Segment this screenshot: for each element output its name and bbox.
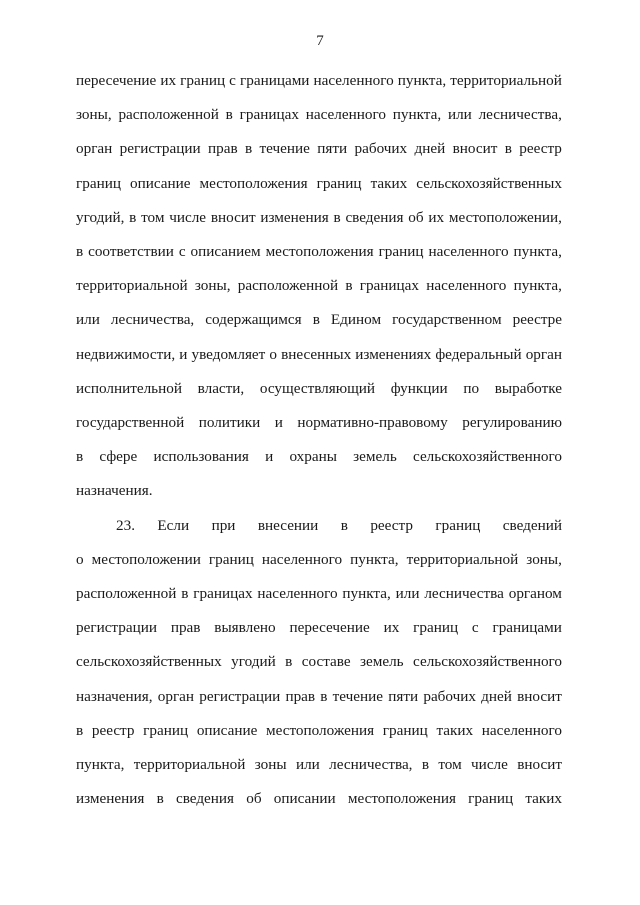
word: течение <box>259 140 310 158</box>
word: реестр <box>370 516 413 534</box>
word: пункта, <box>513 277 562 295</box>
word: пункта, <box>76 756 125 773</box>
word: местоположения <box>199 174 308 192</box>
word: пяти <box>388 687 419 705</box>
word: пересечение <box>76 72 157 89</box>
word: пункта, <box>397 72 447 89</box>
word: федеральный <box>435 345 522 363</box>
word: в <box>333 208 341 226</box>
word: границ <box>143 721 189 739</box>
word: пяти <box>317 140 348 158</box>
word: сельскохозяйственных <box>76 653 222 671</box>
word: Если <box>157 516 190 534</box>
word: границах <box>193 585 253 602</box>
word: или <box>447 106 472 124</box>
word: при <box>211 516 236 534</box>
word: земель <box>353 448 397 466</box>
word: регистрации <box>199 687 281 705</box>
word: земель <box>360 653 404 671</box>
text-line <box>76 275 562 297</box>
text-line <box>76 173 562 195</box>
text-line <box>76 207 562 229</box>
word: изменения <box>76 790 145 808</box>
word: власти, <box>197 379 245 397</box>
word: прав <box>170 619 201 637</box>
word: границ <box>180 72 226 89</box>
word: сельскохозяйственного <box>413 448 562 466</box>
word: сельскохозяйственного <box>413 653 562 671</box>
word: и <box>179 345 188 363</box>
word: зоны, <box>76 106 112 124</box>
word: населенного <box>426 277 507 295</box>
word: пункта, <box>392 106 442 124</box>
word: реестр <box>91 721 135 739</box>
text-line: назначения. <box>76 482 153 500</box>
word: внесении <box>257 516 319 534</box>
word: рабочих <box>354 140 408 158</box>
word: местоположения <box>266 721 375 739</box>
word: пункта, <box>342 585 391 602</box>
page-number: 7 <box>316 33 324 49</box>
word: течение <box>332 687 384 705</box>
word: недвижимости, <box>76 345 176 363</box>
word: описание <box>129 174 191 192</box>
word: сведения <box>175 790 235 808</box>
word: в <box>181 585 189 602</box>
word: государственном <box>392 311 502 329</box>
word: органом <box>508 585 562 602</box>
word: и <box>274 414 283 431</box>
text-line <box>76 754 562 776</box>
word: границ <box>316 174 362 192</box>
word: или <box>76 311 100 329</box>
word: с <box>178 243 186 260</box>
word: содержащимся <box>205 311 302 329</box>
word: вносит <box>210 208 256 226</box>
word: таких <box>436 721 474 739</box>
word: местоположении, <box>448 208 562 226</box>
word: местоположения <box>265 243 374 260</box>
word: том <box>438 756 462 773</box>
word: зоны, <box>526 550 562 568</box>
text-line <box>76 788 562 810</box>
word: зоны, <box>194 277 231 295</box>
text-line <box>76 446 562 468</box>
word: с <box>229 72 236 89</box>
word: лесничества, <box>110 311 195 329</box>
word: об <box>408 208 424 226</box>
word: в <box>76 448 84 466</box>
word: границ <box>468 790 514 808</box>
word: в <box>340 516 348 534</box>
word: о <box>269 345 277 363</box>
word: таких <box>525 790 562 808</box>
word: границами <box>492 619 562 637</box>
word: сведений <box>502 516 562 534</box>
word: об <box>246 790 262 808</box>
word: или <box>295 756 320 773</box>
word: пункта, <box>350 550 399 568</box>
word: границ <box>382 721 428 739</box>
word: осуществляющий <box>259 379 376 397</box>
word: в <box>76 243 84 260</box>
word: составе <box>301 653 351 671</box>
word: угодий, <box>76 208 125 226</box>
word: расположенной <box>76 585 177 602</box>
text-line <box>76 241 562 263</box>
word: их <box>428 208 445 226</box>
word: описании <box>273 790 336 808</box>
word: границ <box>208 550 254 568</box>
word: дней <box>481 687 512 705</box>
word: внесенных <box>281 345 352 363</box>
word: лесничества, <box>478 106 562 124</box>
word: в <box>129 208 137 226</box>
word: изменения <box>260 208 329 226</box>
word: их <box>383 619 400 637</box>
word: выявлено <box>214 619 276 637</box>
word: территориальной <box>406 550 519 568</box>
word: в <box>245 140 253 158</box>
word: вносит <box>517 756 562 773</box>
word: регистрации <box>119 140 201 158</box>
word: числе <box>471 756 508 773</box>
word: в <box>421 756 429 773</box>
word: назначения, <box>76 687 153 705</box>
text-line <box>76 344 562 366</box>
text-line <box>76 651 562 673</box>
word: о <box>76 550 84 568</box>
text-line <box>76 309 562 331</box>
word: регистрации <box>76 619 157 637</box>
word: пересечение <box>289 619 370 637</box>
word: в <box>312 311 320 329</box>
word: реестр <box>519 140 562 158</box>
word: регулированию <box>462 414 562 431</box>
word: территориальной <box>450 72 562 89</box>
word: уведомляет <box>191 345 266 363</box>
word: Едином <box>330 311 382 329</box>
word: в <box>320 687 328 705</box>
word: политики <box>198 414 261 431</box>
word: сфере <box>99 448 138 466</box>
word: в <box>225 106 233 124</box>
word: границ <box>435 516 481 534</box>
word: вносит <box>517 687 562 705</box>
word: границах <box>359 277 420 295</box>
word: государственной <box>76 414 185 431</box>
word: и <box>265 448 274 466</box>
word: дней <box>414 140 446 158</box>
word: выработке <box>494 379 562 397</box>
word: границ <box>378 243 424 260</box>
word: орган <box>525 345 562 363</box>
word: орган <box>76 140 113 158</box>
word: угодий <box>231 653 276 671</box>
word: орган <box>157 687 195 705</box>
text-line <box>76 412 562 434</box>
word: населенного <box>305 106 386 124</box>
word: реестре <box>512 311 562 329</box>
word: прав <box>285 687 316 705</box>
word: населенного <box>261 550 343 568</box>
text-line <box>116 515 562 537</box>
word: населенного <box>428 243 509 260</box>
text-line <box>76 583 562 605</box>
word: числе <box>169 208 207 226</box>
text-line <box>76 686 562 708</box>
word: исполнительной <box>76 379 182 397</box>
word: или <box>395 585 420 602</box>
word: соответствии <box>88 243 174 260</box>
word: по <box>463 379 480 397</box>
word: описание <box>196 721 258 739</box>
text-line <box>76 104 562 126</box>
word: расположенной <box>237 277 339 295</box>
word: в <box>76 721 84 739</box>
word: их <box>160 72 177 89</box>
word: функции <box>390 379 448 397</box>
text-line <box>76 549 562 571</box>
word: пункта, <box>513 243 562 260</box>
word: описанием <box>190 243 261 260</box>
text-line <box>76 70 562 92</box>
word: расположенной <box>118 106 219 124</box>
word: таких <box>370 174 408 192</box>
word: рабочих <box>423 687 476 705</box>
word: лесничества, <box>329 756 413 773</box>
word: местоположении <box>91 550 201 568</box>
word: изменениях <box>355 345 432 363</box>
word: лесничества <box>424 585 504 602</box>
word: вносит <box>452 140 498 158</box>
word: в <box>285 653 293 671</box>
word: с <box>471 619 479 637</box>
word: прав <box>208 140 238 158</box>
word: населенного <box>481 721 562 739</box>
word: границах <box>239 106 299 124</box>
text-line <box>76 720 562 742</box>
word: границ <box>413 619 459 637</box>
word: 23. <box>116 516 135 534</box>
word: в <box>504 140 512 158</box>
word: сельскохозяйственных <box>416 174 562 192</box>
text-line <box>76 617 562 639</box>
word: зоны <box>254 756 287 773</box>
word: территориальной <box>76 277 188 295</box>
text-line <box>76 378 562 400</box>
word: сведения <box>345 208 404 226</box>
word: населенного <box>313 72 394 89</box>
word: границ <box>76 174 121 192</box>
word: охраны <box>289 448 337 466</box>
word: использования <box>153 448 249 466</box>
word: территориальной <box>133 756 246 773</box>
word: в <box>345 277 353 295</box>
word: нормативно-правовому <box>297 414 448 431</box>
word: границами <box>240 72 310 89</box>
word: том <box>141 208 165 226</box>
word: местоположения <box>347 790 456 808</box>
text-line <box>76 138 562 160</box>
word: населенного <box>257 585 338 602</box>
word: в <box>156 790 164 808</box>
